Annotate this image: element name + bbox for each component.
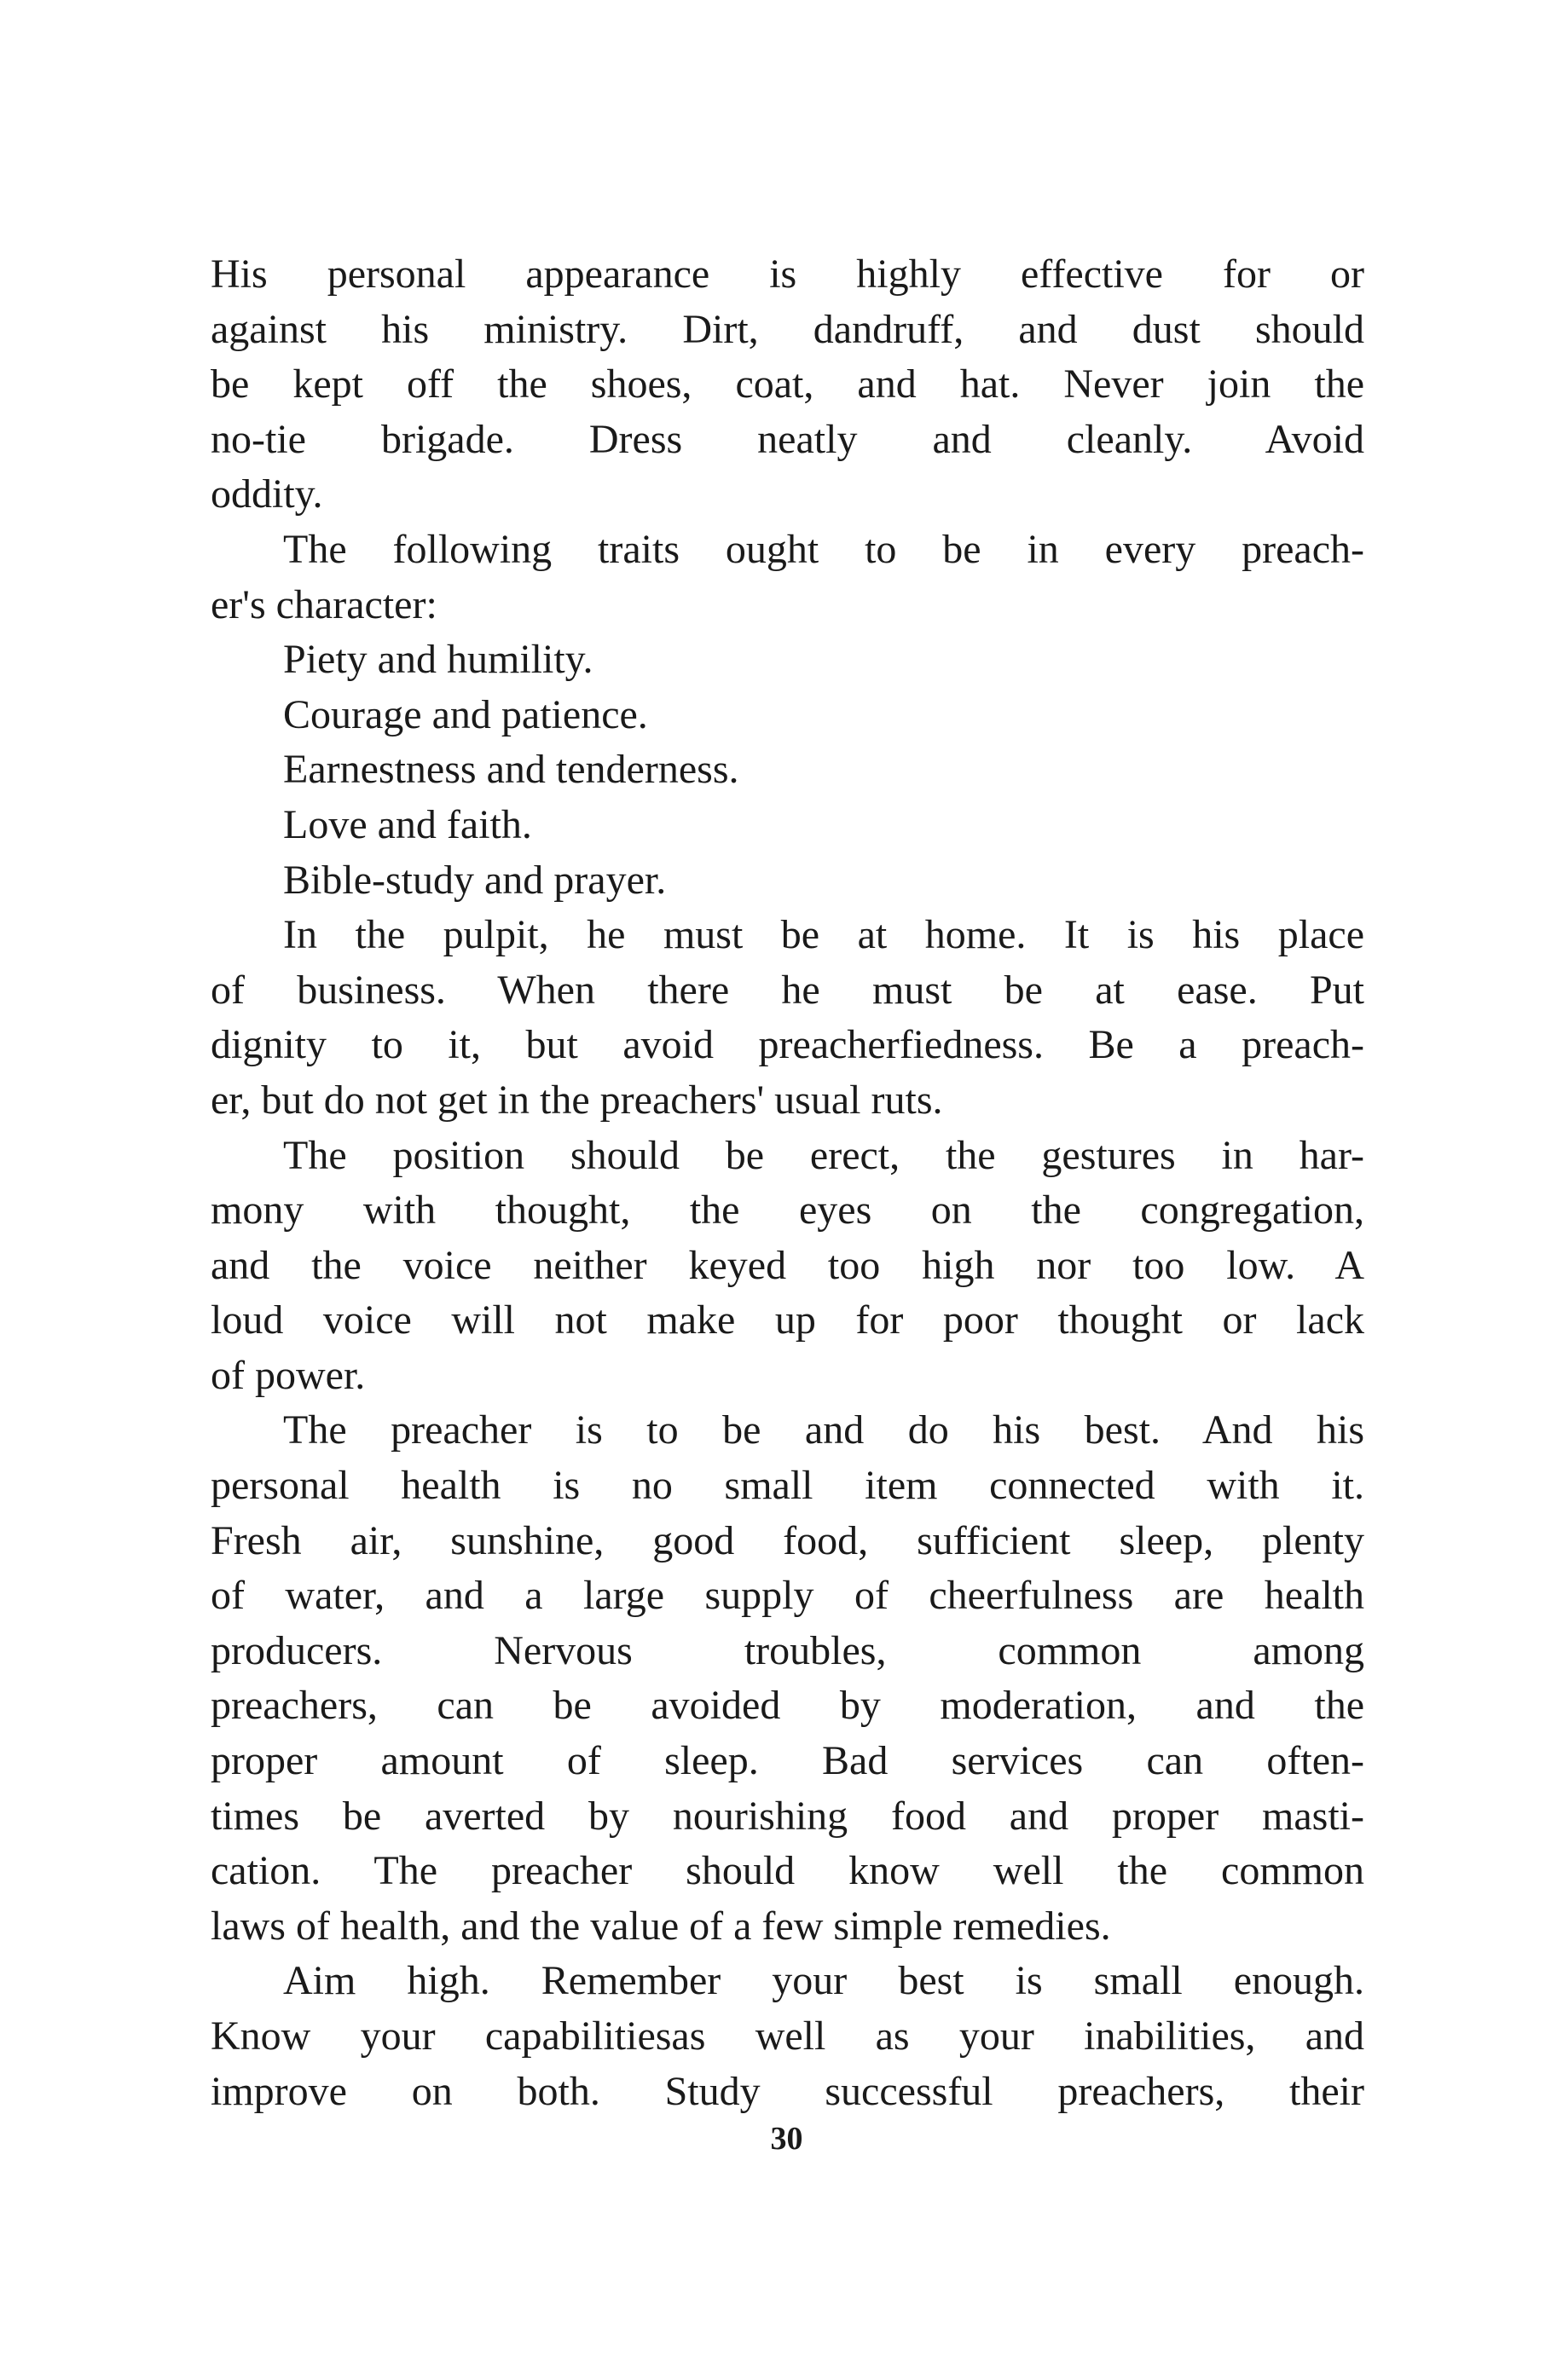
paragraph [211,1129,1364,1404]
text-line: The preacher is to be and do his best. And his [283,1407,1364,1453]
text-line: proper amount of sleep. Bad services can often- [211,1738,1364,1784]
text-line: dignity to it, but avoid preacherfiedness. Be a preach- [211,1022,1364,1068]
text-line: oddity. [211,471,323,517]
text-line: Know your capabilitiesas well as your inabilities, and [211,2013,1364,2059]
page-number: 30 [770,2121,803,2157]
text-line: of business. When there he must be at ease. Put [211,967,1364,1013]
text-line: cation. The preacher should know well the common [211,1848,1364,1894]
paragraph [211,908,1364,1128]
list-item: Courage and patience. [283,691,648,737]
text-line: mony with thought, the eyes on the congregation, [211,1187,1364,1233]
paragraph [211,1954,1364,2119]
text-line: Aim high. Remember your best is small enough. [283,1958,1364,2004]
text-line: of water, and a large supply of cheerfulness are health [211,1573,1364,1619]
text-line: His personal appearance is highly effective for or [211,251,1364,297]
list-item: Bible-study and prayer. [283,857,667,903]
text-line: The following traits ought to be in every preach- [283,526,1364,572]
text-line: laws of health, and the value of a few simple remedies. [211,1903,1111,1949]
text-line: producers. Nervous troubles, common among [211,1627,1364,1673]
text-line: er's character: [211,581,437,627]
paragraph [211,523,1364,633]
list-item: Earnestness and tenderness. [283,747,739,793]
list-item: Love and faith. [283,801,532,847]
text-line: improve on both. Study successful preachers, their [211,2068,1364,2114]
text-line: The position should be erect, the gestures in har- [283,1132,1364,1178]
text-line: be kept off the shoes, coat, and hat. Never join the [211,361,1364,407]
paragraph [211,1403,1364,1954]
trait-list [211,633,1364,908]
text-line: and the voice neither keyed too high nor too low. A [211,1242,1364,1288]
list-item: Piety and humility. [283,637,593,683]
paragraph [211,247,1364,523]
text-line: no-tie brigade. Dress neatly and cleanly. Avoid [211,416,1364,462]
text-line: of power. [211,1352,366,1398]
body-text [211,247,1364,2119]
text-line: preachers, can be avoided by moderation, and the [211,1683,1364,1729]
text-line: personal health is no small item connected with it. [211,1463,1364,1509]
text-line: against his ministry. Dirt, dandruff, and dust should [211,306,1364,352]
text-line: times be averted by nourishing food and proper masti- [211,1793,1364,1839]
text-line: er, but do not get in the preachers' usual ruts. [211,1077,943,1123]
text-line: In the pulpit, he must be at home. It is his place [283,912,1364,958]
text-line: loud voice will not make up for poor thought or lack [211,1297,1364,1343]
text-line: Fresh air, sunshine, good food, sufficient sleep, plenty [211,1517,1364,1563]
